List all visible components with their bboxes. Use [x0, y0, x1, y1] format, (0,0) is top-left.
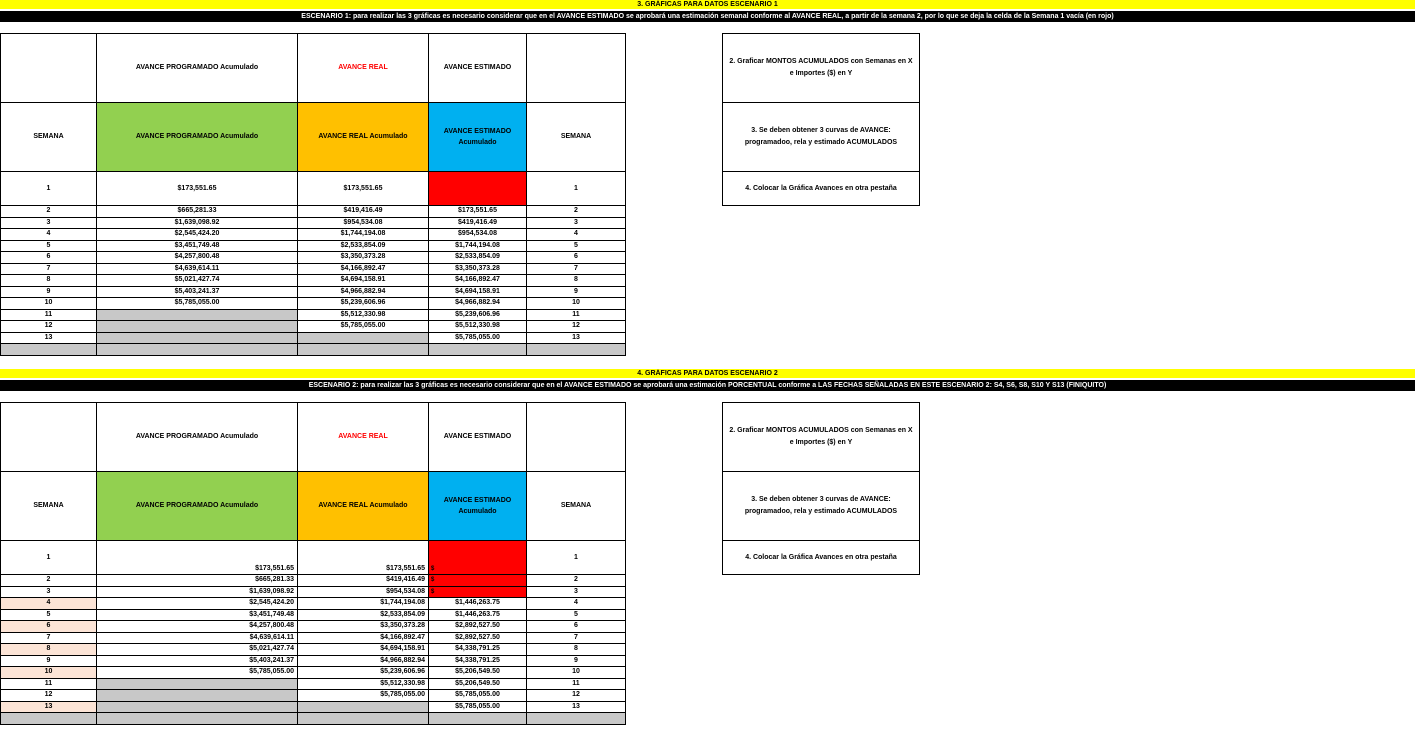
s1-cell-estimado[interactable]: $1,744,194.08 — [429, 240, 527, 252]
s1-cell-programado[interactable]: $665,281.33 — [97, 206, 298, 218]
table-row — [1, 575, 626, 587]
s1-cell-estimado[interactable]: $5,239,606.96 — [429, 309, 527, 321]
s1-week1-semana[interactable]: 1 — [1, 172, 97, 206]
s1-cell-programado-blank[interactable] — [97, 332, 298, 344]
s2-cell-semana[interactable]: 3 — [1, 586, 97, 598]
table-row — [1, 644, 626, 656]
table-row — [1, 321, 626, 333]
s2-cell-programado[interactable]: $665,281.33 — [97, 575, 298, 587]
s2-cell-programado[interactable]: $5,403,241.37 — [97, 655, 298, 667]
s1-cell-programado[interactable]: $5,021,427.74 — [97, 275, 298, 287]
s2-cell-semana-right[interactable]: 2 — [527, 575, 626, 587]
s1-cell-semana[interactable]: 2 — [1, 206, 97, 218]
s1-header-semana[interactable]: SEMANA — [1, 103, 97, 172]
s2-cell-estimado[interactable]: $2,892,527.50 — [429, 621, 527, 633]
s1-cell-semana[interactable]: 12 — [1, 321, 97, 333]
s1-cell-estimado[interactable]: $419,416.49 — [429, 217, 527, 229]
s2-cell-programado[interactable]: $4,639,614.11 — [97, 632, 298, 644]
s2-cell-semana-highlighted[interactable]: 8 — [1, 644, 97, 656]
s2-header-semana-right[interactable]: SEMANA — [527, 472, 626, 541]
s2-cell-programado[interactable]: $4,257,800.48 — [97, 621, 298, 633]
s1-cell-semana-right[interactable]: 10 — [527, 298, 626, 310]
s2-week1-estimado-empty[interactable]: $ — [429, 541, 527, 575]
s1-cell-semana-right[interactable]: 6 — [527, 252, 626, 264]
s1-top-header-estimado[interactable]: AVANCE ESTIMADO — [429, 34, 527, 103]
s1-note-graph-axes[interactable]: 2. Graficar MONTOS ACUMULADOS con Semanas en X e Importes ($) en Y — [723, 34, 920, 103]
s2-cell-real[interactable]: $5,512,330.98 — [298, 678, 429, 690]
s2-cell-semana-right[interactable]: 5 — [527, 609, 626, 621]
s1-cell-programado[interactable]: $5,403,241.37 — [97, 286, 298, 298]
s1-blank-cell[interactable] — [429, 344, 527, 356]
scenario1-title-band: 3. GRÁFICAS PARA DATOS ESCENARIO 1 — [0, 0, 1415, 9]
s2-cell-estimado-empty[interactable]: $ — [429, 575, 527, 587]
s1-cell-real[interactable]: $1,744,194.08 — [298, 229, 429, 241]
s2-header-estimado[interactable]: AVANCE ESTIMADO Acumulado — [429, 472, 527, 541]
s1-blank-header-cell-2[interactable] — [527, 34, 626, 103]
s2-cell-real[interactable]: $954,534.08 — [298, 586, 429, 598]
s1-cell-estimado[interactable]: $4,966,882.94 — [429, 298, 527, 310]
s2-top-header-programado[interactable]: AVANCE PROGRAMADO Acumulado — [97, 403, 298, 472]
table-row — [1, 609, 626, 621]
s2-cell-semana-highlighted[interactable]: 6 — [1, 621, 97, 633]
s1-cell-semana[interactable]: 4 — [1, 229, 97, 241]
s1-cell-programado-blank[interactable] — [97, 321, 298, 333]
s2-cell-semana-highlighted[interactable]: 10 — [1, 667, 97, 679]
s2-cell-semana-right[interactable]: 11 — [527, 678, 626, 690]
table-row — [1, 632, 626, 644]
s2-week1-real[interactable]: $173,551.65 — [298, 541, 429, 575]
s1-cell-programado[interactable]: $2,545,424.20 — [97, 229, 298, 241]
table-row-blank — [1, 344, 626, 356]
s2-cell-programado[interactable]: $5,021,427.74 — [97, 644, 298, 656]
s2-cell-semana[interactable]: 7 — [1, 632, 97, 644]
s2-cell-real[interactable]: $1,744,194.08 — [298, 598, 429, 610]
s1-cell-real[interactable]: $4,166,892.47 — [298, 263, 429, 275]
s1-cell-estimado[interactable]: $3,350,373.28 — [429, 263, 527, 275]
s2-cell-semana-highlighted[interactable]: 13 — [1, 701, 97, 713]
s2-blank-cell[interactable] — [527, 713, 626, 725]
table-row — [1, 332, 626, 344]
s2-cell-semana-right[interactable]: 12 — [527, 690, 626, 702]
s2-cell-semana-right[interactable]: 9 — [527, 655, 626, 667]
s1-week1-estimado-empty[interactable] — [429, 172, 527, 206]
s2-cell-estimado[interactable]: $2,892,527.50 — [429, 632, 527, 644]
s1-cell-programado-blank[interactable] — [97, 309, 298, 321]
scenario2-description-band: ESCENARIO 2: para realizar las 3 gráficas es necesario considerar que en el AVANCE ESTIMADO se aprobará una estimación PORCENTUAL conforme a LAS FECHAS SEÑALADAS EN ESTE ESCENARIO 2: S4, S6, S8, S10 Y S13 (FINIQUITO) — [0, 380, 1415, 391]
s1-cell-real[interactable]: $5,512,330.98 — [298, 309, 429, 321]
s1-cell-semana[interactable]: 7 — [1, 263, 97, 275]
table-row — [1, 298, 626, 310]
s1-blank-cell[interactable] — [97, 344, 298, 356]
s2-blank-header-cell-2[interactable] — [527, 403, 626, 472]
s2-blank-cell[interactable] — [1, 713, 97, 725]
s1-week1-real[interactable]: $173,551.65 — [298, 172, 429, 206]
scenario2-title-band: 4. GRÁFICAS PARA DATOS ESCENARIO 2 — [0, 369, 1415, 378]
s1-cell-semana[interactable]: 13 — [1, 332, 97, 344]
s2-cell-estimado[interactable]: $5,206,549.50 — [429, 678, 527, 690]
table-row — [1, 586, 626, 598]
s1-header-semana-right[interactable]: SEMANA — [527, 103, 626, 172]
s2-cell-estimado[interactable]: $1,446,263.75 — [429, 598, 527, 610]
s2-week1-semana-right[interactable]: 1 — [527, 541, 626, 575]
s1-cell-semana[interactable]: 6 — [1, 252, 97, 264]
s1-cell-semana-right[interactable]: 8 — [527, 275, 626, 287]
s1-note-three-curves[interactable]: 3. Se deben obtener 3 curvas de AVANCE: programadoo, rela y estimado ACUMULADOS — [723, 103, 920, 172]
s2-cell-semana-right[interactable]: 6 — [527, 621, 626, 633]
s1-cell-semana-right[interactable]: 4 — [527, 229, 626, 241]
table-row — [1, 275, 626, 287]
table-row — [1, 701, 626, 713]
s2-cell-estimado[interactable]: $5,785,055.00 — [429, 701, 527, 713]
s1-cell-semana[interactable]: 11 — [1, 309, 97, 321]
s1-week1-semana-right[interactable]: 1 — [527, 172, 626, 206]
table-row — [1, 690, 626, 702]
s1-cell-semana-right[interactable]: 9 — [527, 286, 626, 298]
s2-cell-estimado-empty[interactable]: $ — [429, 586, 527, 598]
s1-blank-cell[interactable] — [527, 344, 626, 356]
s2-note-graph-axes[interactable]: 2. Graficar MONTOS ACUMULADOS con Semanas en X e Importes ($) en Y — [723, 403, 920, 472]
s2-header-real[interactable]: AVANCE REAL Acumulado — [298, 472, 429, 541]
s2-cell-programado-blank[interactable] — [97, 701, 298, 713]
s1-cell-semana[interactable]: 10 — [1, 298, 97, 310]
s1-cell-programado[interactable]: $3,451,749.48 — [97, 240, 298, 252]
s1-cell-semana-right[interactable]: 12 — [527, 321, 626, 333]
s1-cell-real[interactable]: $954,534.08 — [298, 217, 429, 229]
s2-cell-semana-right[interactable]: 13 — [527, 701, 626, 713]
s1-cell-estimado[interactable]: $4,694,158.91 — [429, 286, 527, 298]
s1-cell-semana-right[interactable]: 11 — [527, 309, 626, 321]
table-row — [1, 252, 626, 264]
table-row — [1, 217, 626, 229]
s2-cell-programado[interactable]: $2,545,424.20 — [97, 598, 298, 610]
s2-cell-estimado[interactable]: $4,338,791.25 — [429, 644, 527, 656]
s2-cell-estimado[interactable]: $5,785,055.00 — [429, 690, 527, 702]
s2-blank-header-cell[interactable] — [1, 403, 97, 472]
s2-cell-estimado[interactable]: $4,338,791.25 — [429, 655, 527, 667]
scenario2-notes-box — [722, 402, 920, 575]
s2-cell-semana[interactable]: 5 — [1, 609, 97, 621]
s2-header-semana[interactable]: SEMANA — [1, 472, 97, 541]
s2-cell-programado[interactable]: $5,785,055.00 — [97, 667, 298, 679]
s2-cell-semana-right[interactable]: 10 — [527, 667, 626, 679]
s1-blank-cell[interactable] — [298, 344, 429, 356]
s2-cell-semana[interactable]: 9 — [1, 655, 97, 667]
s2-blank-cell[interactable] — [429, 713, 527, 725]
s2-cell-real[interactable]: $4,166,892.47 — [298, 632, 429, 644]
s1-cell-semana-right[interactable]: 13 — [527, 332, 626, 344]
scenario1-notes-box — [722, 33, 920, 206]
s2-cell-programado-blank[interactable] — [97, 690, 298, 702]
table-row — [1, 263, 626, 275]
s2-header-programado[interactable]: AVANCE PROGRAMADO Acumulado — [97, 472, 298, 541]
s2-top-header-estimado[interactable]: AVANCE ESTIMADO — [429, 403, 527, 472]
s2-cell-semana[interactable]: 11 — [1, 678, 97, 690]
s2-cell-programado-blank[interactable] — [97, 678, 298, 690]
s1-cell-real[interactable]: $419,416.49 — [298, 206, 429, 218]
s2-cell-semana-highlighted[interactable]: 4 — [1, 598, 97, 610]
s2-note-other-tab[interactable]: 4. Colocar la Gráfica Avances en otra pestaña — [723, 541, 920, 575]
table-row — [1, 286, 626, 298]
s2-cell-real[interactable]: $419,416.49 — [298, 575, 429, 587]
s1-cell-real[interactable]: $4,694,158.91 — [298, 275, 429, 287]
s1-cell-semana[interactable]: 9 — [1, 286, 97, 298]
s1-cell-real[interactable]: $5,239,606.96 — [298, 298, 429, 310]
s1-cell-semana[interactable]: 3 — [1, 217, 97, 229]
s1-cell-semana-right[interactable]: 7 — [527, 263, 626, 275]
s1-top-header-real[interactable]: AVANCE REAL — [298, 34, 429, 103]
s1-cell-estimado[interactable]: $4,166,892.47 — [429, 275, 527, 287]
s1-cell-semana-right[interactable]: 5 — [527, 240, 626, 252]
s1-cell-semana[interactable]: 5 — [1, 240, 97, 252]
s1-cell-estimado[interactable]: $5,512,330.98 — [429, 321, 527, 333]
table-row — [1, 678, 626, 690]
scenario1-table — [0, 33, 626, 356]
s1-blank-cell[interactable] — [1, 344, 97, 356]
s2-cell-real-blank[interactable] — [298, 701, 429, 713]
s1-header-estimado[interactable]: AVANCE ESTIMADO Acumulado — [429, 103, 527, 172]
s1-top-header-programado[interactable]: AVANCE PROGRAMADO Acumulado — [97, 34, 298, 103]
s2-cell-semana-right[interactable]: 3 — [527, 586, 626, 598]
s2-cell-programado[interactable]: $3,451,749.48 — [97, 609, 298, 621]
s2-week1-programado[interactable]: $173,551.65 — [97, 541, 298, 575]
s1-cell-semana-right[interactable]: 3 — [527, 217, 626, 229]
s1-cell-programado[interactable]: $5,785,055.00 — [97, 298, 298, 310]
s1-week1-programado[interactable]: $173,551.65 — [97, 172, 298, 206]
s2-cell-semana[interactable]: 12 — [1, 690, 97, 702]
s2-cell-real[interactable]: $4,694,158.91 — [298, 644, 429, 656]
s2-blank-cell[interactable] — [97, 713, 298, 725]
s1-header-programado[interactable]: AVANCE PROGRAMADO Acumulado — [97, 103, 298, 172]
s2-week1-semana[interactable]: 1 — [1, 541, 97, 575]
s2-cell-programado[interactable]: $1,639,098.92 — [97, 586, 298, 598]
s1-cell-real[interactable]: $4,966,882.94 — [298, 286, 429, 298]
table-row-blank — [1, 713, 626, 725]
s1-cell-real-blank[interactable] — [298, 332, 429, 344]
s1-cell-estimado[interactable]: $5,785,055.00 — [429, 332, 527, 344]
s2-cell-semana-right[interactable]: 8 — [527, 644, 626, 656]
s2-cell-real[interactable]: $4,966,882.94 — [298, 655, 429, 667]
s1-cell-real[interactable]: $2,533,854.09 — [298, 240, 429, 252]
s1-cell-semana-right[interactable]: 2 — [527, 206, 626, 218]
s1-cell-programado[interactable]: $4,639,614.11 — [97, 263, 298, 275]
s1-cell-programado[interactable]: $1,639,098.92 — [97, 217, 298, 229]
s2-note-three-curves[interactable]: 3. Se deben obtener 3 curvas de AVANCE: programadoo, rela y estimado ACUMULADOS — [723, 472, 920, 541]
s2-top-header-real[interactable]: AVANCE REAL — [298, 403, 429, 472]
table-row — [1, 309, 626, 321]
s1-cell-programado[interactable]: $4,257,800.48 — [97, 252, 298, 264]
table-row — [1, 655, 626, 667]
s1-cell-real[interactable]: $5,785,055.00 — [298, 321, 429, 333]
s1-cell-estimado[interactable]: $173,551.65 — [429, 206, 527, 218]
s2-cell-semana-right[interactable]: 7 — [527, 632, 626, 644]
table-row — [1, 621, 626, 633]
s2-blank-cell[interactable] — [298, 713, 429, 725]
table-row — [1, 206, 626, 218]
s1-cell-real[interactable]: $3,350,373.28 — [298, 252, 429, 264]
table-row — [1, 598, 626, 610]
s2-cell-real[interactable]: $5,239,606.96 — [298, 667, 429, 679]
scenario1-description-band: ESCENARIO 1: para realizar las 3 gráficas es necesario considerar que en el AVANCE ESTIMADO se aprobará una estimación semanal conforme al AVANCE REAL, a partir de la semana 2, por lo que se deja la celda de la Semana 1 vacía (en rojo) — [0, 11, 1415, 22]
s2-cell-real[interactable]: $3,350,373.28 — [298, 621, 429, 633]
s1-blank-header-cell[interactable] — [1, 34, 97, 103]
s1-header-real[interactable]: AVANCE REAL Acumulado — [298, 103, 429, 172]
s2-cell-real[interactable]: $2,533,854.09 — [298, 609, 429, 621]
s2-cell-real[interactable]: $5,785,055.00 — [298, 690, 429, 702]
s2-cell-semana[interactable]: 2 — [1, 575, 97, 587]
s2-cell-estimado[interactable]: $5,206,549.50 — [429, 667, 527, 679]
s1-cell-semana[interactable]: 8 — [1, 275, 97, 287]
s2-cell-estimado[interactable]: $1,446,263.75 — [429, 609, 527, 621]
table-row — [1, 229, 626, 241]
table-row — [1, 667, 626, 679]
s1-cell-estimado[interactable]: $2,533,854.09 — [429, 252, 527, 264]
s1-cell-estimado[interactable]: $954,534.08 — [429, 229, 527, 241]
table-row — [1, 240, 626, 252]
s2-cell-semana-right[interactable]: 4 — [527, 598, 626, 610]
s1-note-other-tab[interactable]: 4. Colocar la Gráfica Avances en otra pestaña — [723, 172, 920, 206]
scenario2-table — [0, 402, 626, 725]
